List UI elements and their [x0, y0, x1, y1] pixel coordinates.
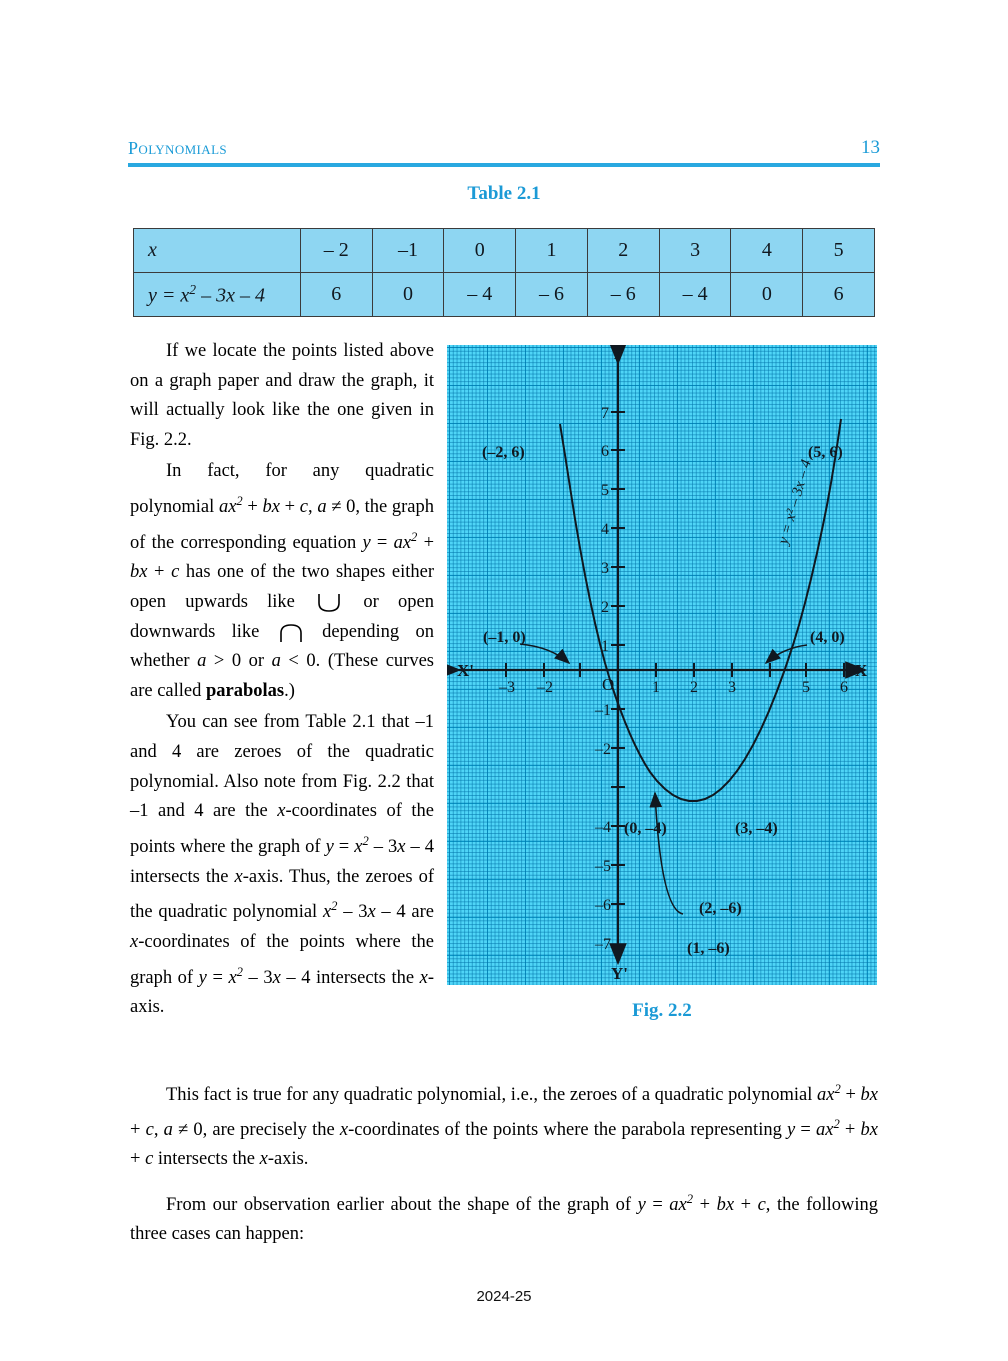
table-row-x	[134, 229, 875, 273]
paragraph-three-cases: From our observation earlier about the shape of the graph of $y = ax^2$ + bx + c, the following three cases can happen:	[130, 1192, 879, 1245]
body-text-left-column	[130, 337, 434, 1023]
axis-label-x-positive: X	[855, 661, 868, 680]
point-label-0--4: (0, –4)	[624, 820, 667, 837]
y-tick-label--4: –4	[595, 819, 611, 836]
term-parabolas: parabolas	[206, 680, 285, 701]
cell-x-0: – 2	[300, 229, 372, 273]
row-header-y: $y = x^2 - 3x - 4$	[134, 273, 301, 317]
page-number: 13	[861, 137, 880, 158]
figure-caption: Fig. 2.2	[632, 1000, 692, 1021]
open-downward-parabola-icon	[278, 623, 304, 643]
point-label-2--6: (2, –6)	[699, 900, 742, 917]
axis-label-y-negative: Y'	[611, 964, 628, 983]
cell-y-6: 0	[731, 273, 803, 317]
open-upward-parabola-icon	[316, 593, 342, 613]
x-tick-label-5: 5	[802, 679, 810, 696]
x-tick-label--3: –3	[499, 679, 515, 696]
cell-x-4: 2	[587, 229, 659, 273]
point-label-5-6: (5, 6)	[808, 444, 843, 461]
cell-y-3: – 6	[516, 273, 588, 317]
y-tick-label-3: 3	[601, 560, 609, 577]
page-header	[128, 138, 880, 164]
parabola-plot	[447, 345, 877, 985]
cell-x-7: 5	[803, 229, 875, 273]
point-label--1-0: (–1, 0)	[483, 629, 526, 646]
x-tick-label--2: –2	[537, 679, 553, 696]
table-row-y	[134, 273, 875, 317]
paragraph-quadratic-shape: In fact, for any quadratic polynomial $ax^2$ + bx + c, a ≠ 0, the graph of the corresponding equation $y = ax^2$ + bx + c has one of the two shapes either open upwards like or open downwards like depending on whether a > 0 or a < 0. (These curves are called parabolas.)	[130, 461, 435, 701]
x-tick-label-1: 1	[652, 679, 660, 696]
leader-4-0	[766, 645, 807, 663]
table-caption: Table 2.1	[467, 183, 541, 204]
y-tick-label--2: –2	[595, 741, 611, 758]
y-tick-label--1: –1	[595, 702, 611, 719]
axis-label-x-negative: X'	[457, 661, 474, 680]
cell-x-2: 0	[444, 229, 516, 273]
header-rule	[128, 163, 880, 167]
page-footer: 2024-25	[476, 1288, 532, 1305]
leader-minus1-0	[520, 644, 569, 663]
body-text-bottom	[130, 1075, 878, 1249]
cell-x-3: 1	[516, 229, 588, 273]
cell-y-0: 6	[300, 273, 372, 317]
y-tick-label-4: 4	[601, 521, 609, 538]
paragraph-fact-true: This fact is true for any quadratic polynomial, i.e., the zeroes of a quadratic polynomial $ax^2$ + bx + c, a ≠ 0, are precisely the x-coordinates of the points where the parabola representing $y = ax^2$ + bx + c intersects the x-axis.	[130, 1082, 879, 1170]
cell-y-7: 6	[803, 273, 875, 317]
cell-x-5: 3	[659, 229, 731, 273]
y-tick-label--7: –7	[595, 936, 611, 953]
figure-2-2	[447, 345, 877, 985]
curve-equation-label: y = x² – 3x – 4	[775, 457, 815, 547]
cell-x-6: 4	[731, 229, 803, 273]
running-head-title: Polynomials	[128, 138, 228, 158]
leader-1-6	[655, 793, 683, 914]
y-tick-label--6: –6	[595, 897, 611, 914]
cell-x-1: –1	[372, 229, 444, 273]
cell-y-4: – 6	[587, 273, 659, 317]
axis-label-origin: O	[602, 675, 615, 694]
cell-y-1: 0	[372, 273, 444, 317]
y-tick-label-5: 5	[601, 482, 609, 499]
cell-y-2: – 4	[444, 273, 516, 317]
point-label-1--6: (1, –6)	[687, 940, 730, 957]
y-tick-label-1: 1	[601, 638, 609, 655]
x-tick-label-2: 2	[690, 679, 698, 696]
table-2-1	[133, 228, 875, 317]
point-label-3--4: (3, –4)	[735, 820, 778, 837]
y-tick-label-6: 6	[601, 443, 609, 460]
y-tick-label-7: 7	[601, 405, 609, 422]
point-label--2-6: (–2, 6)	[482, 444, 525, 461]
values-table	[133, 228, 875, 317]
y-tick-label--5: –5	[595, 858, 611, 875]
axis-label-y-positive: Y	[611, 345, 624, 363]
x-tick-label-3: 3	[728, 679, 736, 696]
paragraph-zeroes-explanation: You can see from Table 2.1 that –1 and 4 are zeroes of the quadratic polynomial. Also note from Fig. 2.2 that –1 and 4 are the x-coordinates of the points where the graph of $y = x^2 - 3x - 4$ intersects the x-axis. Thus, the zeroes of the quadratic polynomial $x^2 - 3x - 4$ are x-coordinates of the points where the graph of $y = x^2 - 3x - 4$ intersects the x-axis.	[130, 712, 435, 1018]
cell-y-5: – 4	[659, 273, 731, 317]
row-header-x: x	[134, 229, 301, 273]
paragraph-locate-points: If we locate the points listed above on a graph paper and draw the graph, it will actually look like the one given in Fig. 2.2.	[130, 341, 434, 450]
x-tick-label-6: 6	[840, 679, 848, 696]
y-tick-label-2: 2	[601, 599, 609, 616]
point-label-4-0: (4, 0)	[810, 629, 845, 646]
